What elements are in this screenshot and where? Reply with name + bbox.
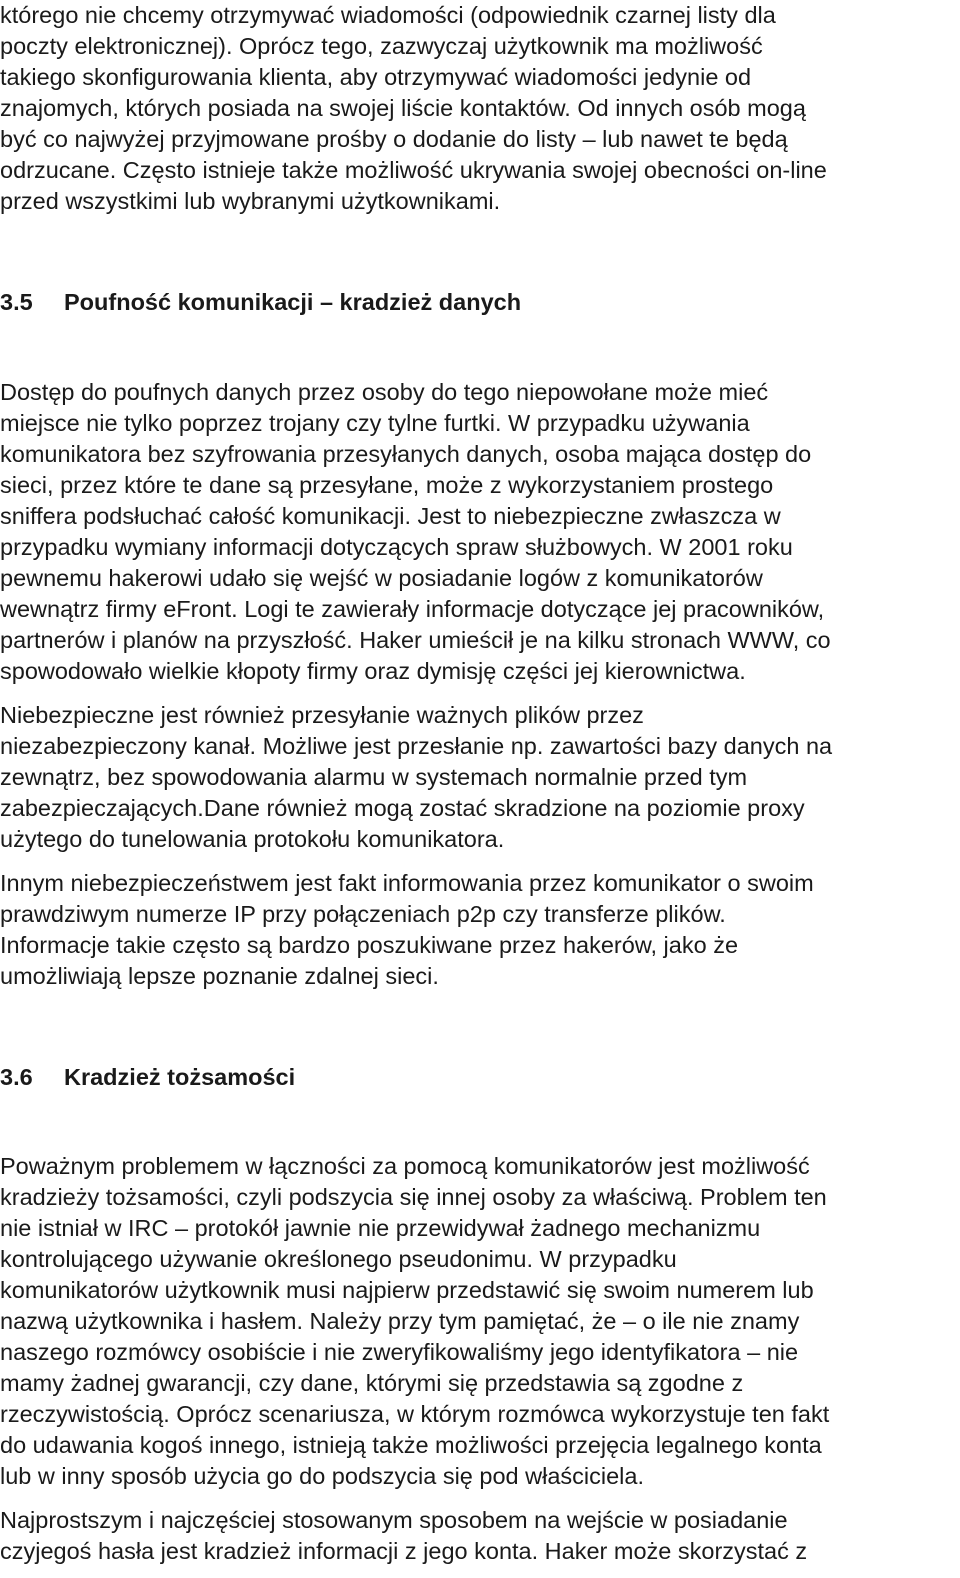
text-line: umożliwiają lepsze poznanie zdalnej sieci. xyxy=(0,963,439,989)
section-heading-3-5 xyxy=(0,287,521,318)
section-number: 3.6 xyxy=(0,1064,33,1090)
section-title: Poufność komunikacji – kradzież danych xyxy=(64,289,522,315)
text-line: poczty elektronicznej). Oprócz tego, zazwyczaj użytkownik ma możliwość xyxy=(0,33,763,59)
text-line: spowodowało wielkie kłopoty firmy oraz dymisję części jej kierownictwa. xyxy=(0,658,746,684)
text-line: rzeczywistością. Oprócz scenariusza, w którym rozmówca wykorzystuje ten fakt xyxy=(0,1401,830,1427)
paragraph-confidential-data xyxy=(0,377,960,687)
text-line: niezabezpieczony kanał. Możliwe jest przesłanie np. zawartości bazy danych na xyxy=(0,733,833,759)
text-line: lub w inny sposób użycia go do podszycia się pod właściciela. xyxy=(0,1463,644,1489)
text-line: Informacje takie często są bardzo poszukiwane przez hakerów, jako że xyxy=(0,932,739,958)
paragraph-identity-theft xyxy=(0,1151,960,1492)
paragraph-password-theft xyxy=(0,1505,960,1567)
text-line: nazwą użytkownika i hasłem. Należy przy tym pamiętać, że – o ile nie znamy xyxy=(0,1308,800,1334)
text-line: do udawania kogoś innego, istnieją także możliwości przejęcia legalnego konta xyxy=(0,1432,822,1458)
text-line: Niebezpieczne jest również przesyłanie ważnych plików przez xyxy=(0,702,644,728)
text-line: kontrolującego używanie określonego pseudonimu. W przypadku xyxy=(0,1246,677,1272)
section-number: 3.5 xyxy=(0,289,33,315)
paragraph-ip-disclosure xyxy=(0,868,960,992)
text-line: komunikatora bez szyfrowania przesyłanych danych, osoba mająca dostęp do xyxy=(0,441,812,467)
text-line: partnerów i planów na przyszłość. Haker umieścił je na kilku stronach WWW, co xyxy=(0,627,831,653)
text-line: zewnątrz, bez spowodowania alarmu w systemach normalnie przed tym xyxy=(0,764,748,790)
paragraph-contact-list xyxy=(0,0,960,217)
text-line: Poważnym problemem w łączności za pomocą komunikatorów jest możliwość xyxy=(0,1153,810,1179)
text-line: prawdziwym numerze IP przy połączeniach p2p czy transferze plików. xyxy=(0,901,726,927)
text-line: zabezpieczających.Dane również mogą zostać skradzione na poziomie proxy xyxy=(0,795,805,821)
text-line: naszego rozmówcy osobiście i nie zweryfikowaliśmy jego identyfikatora – nie xyxy=(0,1339,799,1365)
text-line: kradzieży tożsamości, czyli podszycia się innej osoby za właściwą. Problem ten xyxy=(0,1184,827,1210)
text-line: sniffera podsłuchać całość komunikacji. Jest to niebezpieczne zwłaszcza w xyxy=(0,503,781,529)
text-line: znajomych, których posiada na swojej liście kontaktów. Od innych osób mogą xyxy=(0,95,806,121)
section-heading-3-6 xyxy=(0,1062,295,1093)
text-line: przed wszystkimi lub wybranymi użytkownikami. xyxy=(0,188,501,214)
text-line: komunikatorów użytkownik musi najpierw przedstawić się swoim numerem lub xyxy=(0,1277,814,1303)
text-line: mamy żadnej gwarancji, czy dane, którymi się przedstawia są zgodne z xyxy=(0,1370,744,1396)
text-line: Najprostszym i najczęściej stosowanym sposobem na wejście w posiadanie xyxy=(0,1507,788,1533)
text-line: czyjegoś hasła jest kradzież informacji z jego konta. Haker może skorzystać z xyxy=(0,1538,808,1564)
text-line: użytego do tunelowania protokołu komunikatora. xyxy=(0,826,505,852)
text-line: być co najwyżej przyjmowane prośby o dodanie do listy – lub nawet te będą xyxy=(0,126,788,152)
text-line: przypadku wymiany informacji dotyczących spraw służbowych. W 2001 roku xyxy=(0,534,793,560)
text-line: Innym niebezpieczeństwem jest fakt informowania przez komunikator o swoim xyxy=(0,870,814,896)
text-line: pewnemu hakerowi udało się wejść w posiadanie logów z komunikatorów xyxy=(0,565,763,591)
text-line: miejsce nie tylko poprzez trojany czy tylne furtki. W przypadku używania xyxy=(0,410,750,436)
paragraph-file-transfer xyxy=(0,700,960,855)
section-title: Kradzież tożsamości xyxy=(64,1064,296,1090)
text-line: takiego skonfigurowania klienta, aby otrzymywać wiadomości jedynie od xyxy=(0,64,752,90)
text-line: wewnątrz firmy eFront. Logi te zawierały informacje dotyczące jej pracowników, xyxy=(0,596,825,622)
text-line: nie istniał w IRC – protokół jawnie nie przewidywał żadnego mechanizmu xyxy=(0,1215,761,1241)
text-line: Dostęp do poufnych danych przez osoby do tego niepowołane może mieć xyxy=(0,379,769,405)
text-line: którego nie chcemy otrzymywać wiadomości (odpowiednik czarnej listy dla xyxy=(0,2,776,28)
text-line: odrzucane. Często istnieje także możliwość ukrywania swojej obecności on-line xyxy=(0,157,827,183)
text-line: sieci, przez które te dane są przesyłane, może z wykorzystaniem prostego xyxy=(0,472,774,498)
